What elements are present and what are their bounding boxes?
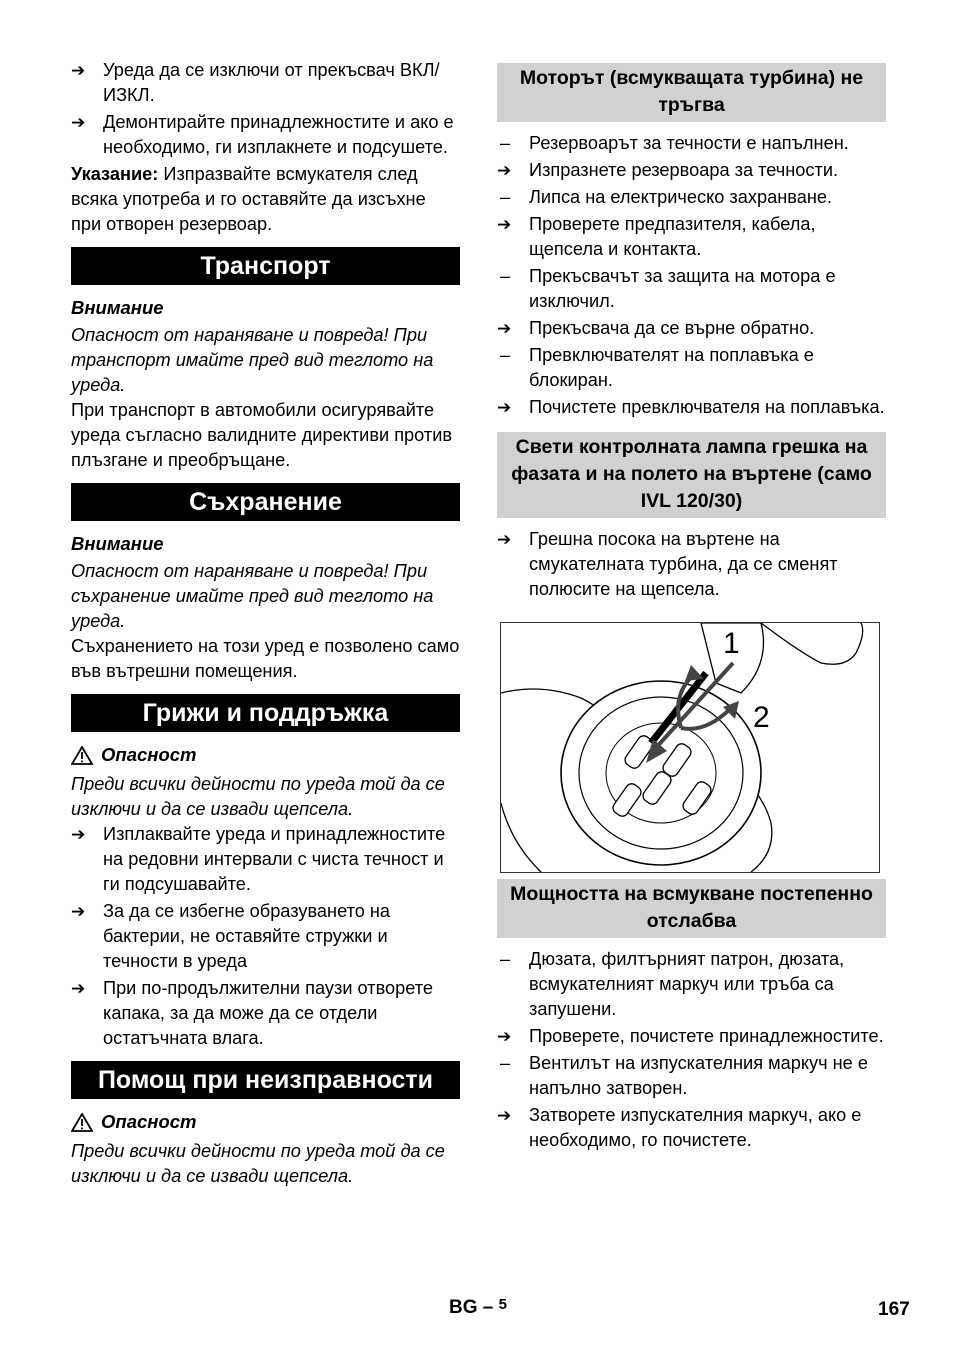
intro-list (71, 58, 460, 160)
section-heading-care: Грижи и поддръжка (71, 694, 460, 732)
body-text: Съхранението на този уред е позволено само във вътрешни помещения. (71, 636, 460, 681)
arrow-icon: ➔ (71, 825, 86, 844)
section-heading-transport: Транспорт (71, 247, 460, 285)
list-item: – Дюзата, филтърният патрон, дюзата, всмукателният маркуч или тръба са запушени. (497, 947, 886, 1022)
list-item: ➔ Уреда да се изключи от прекъсвач ВКЛ/ИЗКЛ. (71, 60, 440, 105)
warning-triangle-icon (71, 1113, 93, 1132)
danger-label: Опасност (101, 1111, 197, 1132)
suction-list (497, 947, 886, 1153)
plug-illustration (500, 622, 880, 873)
list-item: – Липса на електрическо захранване. (497, 185, 886, 210)
danger-label-row (71, 1109, 460, 1135)
plug-polarity-diagram (501, 623, 879, 872)
page-number: 167 (878, 1299, 910, 1320)
caution-text: Опасност от нараняване и повреда! При съхранение имайте пред вид теглото на уреда. (71, 561, 434, 631)
arrow-icon: ➔ (497, 215, 512, 234)
danger-text: Преди всички дейности по уреда той да се изключи и да се извади щепсела. (71, 1141, 445, 1186)
danger-label: Опасност (101, 744, 197, 765)
dash-icon: – (500, 133, 511, 153)
dash-icon: – (500, 266, 511, 286)
motor-list (497, 131, 886, 420)
arrow-icon: ➔ (497, 1027, 512, 1046)
left-column (71, 58, 460, 1189)
arrow-icon: ➔ (71, 113, 86, 132)
list-item: ➔ Проверете предпазителя, кабела, щепсела и контакта. (497, 214, 816, 259)
list-item: – Вентилът на изпускателния маркуч не е напълно затворен. (497, 1051, 886, 1101)
dash-icon: – (500, 187, 511, 207)
warning-triangle-icon (71, 746, 93, 765)
note-paragraph: Указание: Изпразвайте всмукателя след всяка употреба и го оставяйте да изсъхне при отворен резервоар. (71, 164, 426, 234)
list-item: – Резервоарът за течности е напълнен. (497, 131, 886, 156)
footer-language-page: 5 (498, 1296, 507, 1313)
caution-label: Внимание (71, 533, 164, 554)
list-item: ➔ Демонтирайте принадлежностите и ако е необходимо, ги изплакнете и подсушете. (71, 112, 454, 157)
arrow-icon: ➔ (71, 979, 86, 998)
footer-language: BG – $^5$ (449, 1296, 507, 1318)
list-item: ➔ Изплаквайте уреда и принадлежностите на редовни интервали с чиста течност и ги подсушавайте. (71, 824, 446, 894)
caution-label: Внимание (71, 297, 164, 318)
section-heading-storage: Съхранение (71, 483, 460, 521)
arrow-icon: ➔ (71, 902, 86, 921)
list-item: ➔ За да се избегне образуването на бактерии, не оставяйте стружки и течности в уреда (71, 901, 391, 971)
dash-icon: – (500, 949, 511, 969)
list-item: ➔ Грешна посока на въртене на смукателната турбина, да се сменят полюсите на щепсела. (497, 529, 838, 599)
arrow-icon: ➔ (497, 319, 512, 338)
care-list (71, 822, 460, 1051)
label-1: 1 (723, 627, 740, 660)
list-item: – Превключвателят на поплавъка е блокиран. (497, 343, 886, 393)
caution-text: Опасност от нараняване и повреда! При транспорт имайте пред вид теглото на уреда. (71, 325, 434, 395)
subheading-motor: Моторът (всмукващата турбина) не тръгва (497, 63, 886, 122)
body-text: При транспорт в автомобили осигурявайте уреда съгласно валидните директиви против плъзгане и преобръщане. (71, 400, 453, 470)
dash-icon: – (500, 345, 511, 365)
arrow-icon: ➔ (71, 61, 86, 80)
right-column (497, 63, 886, 1155)
list-item: ➔ Прекъсвача да се върне обратно. (497, 316, 886, 341)
subheading-suction: Мощността на всмукване постепенно отслабва (497, 879, 886, 938)
arrow-icon: ➔ (497, 398, 512, 417)
danger-label-row (71, 742, 460, 768)
label-2: 2 (753, 701, 770, 734)
subheading-lamp: Свети контролната лампа грешка на фазата и на полето на въртене (само IVL 120/30) (497, 432, 886, 518)
list-item: ➔ Изпразнете резервоара за течности. (497, 158, 886, 183)
list-item: ➔ Затворете изпускателния маркуч, ако е необходимо, го почистете. (497, 1105, 862, 1150)
dash-icon: – (500, 1053, 511, 1073)
arrow-icon: ➔ (497, 161, 512, 180)
list-item: – Прекъсвачът за защита на мотора е изключил. (497, 264, 886, 314)
arrow-icon: ➔ (497, 1106, 512, 1125)
list-item: ➔ При по-продължителни паузи отворете капака, за да може да се отдели остатъчната влага. (71, 978, 434, 1048)
section-heading-trouble: Помощ при неизправности (71, 1061, 460, 1099)
danger-text: Преди всички дейности по уреда той да се изключи и да се извади щепсела. (71, 774, 445, 819)
arrow-icon: ➔ (497, 530, 512, 549)
list-item: ➔ Почистете превключвателя на поплавъка. (497, 395, 886, 420)
list-item: ➔ Проверете, почистете принадлежностите. (497, 1024, 886, 1049)
